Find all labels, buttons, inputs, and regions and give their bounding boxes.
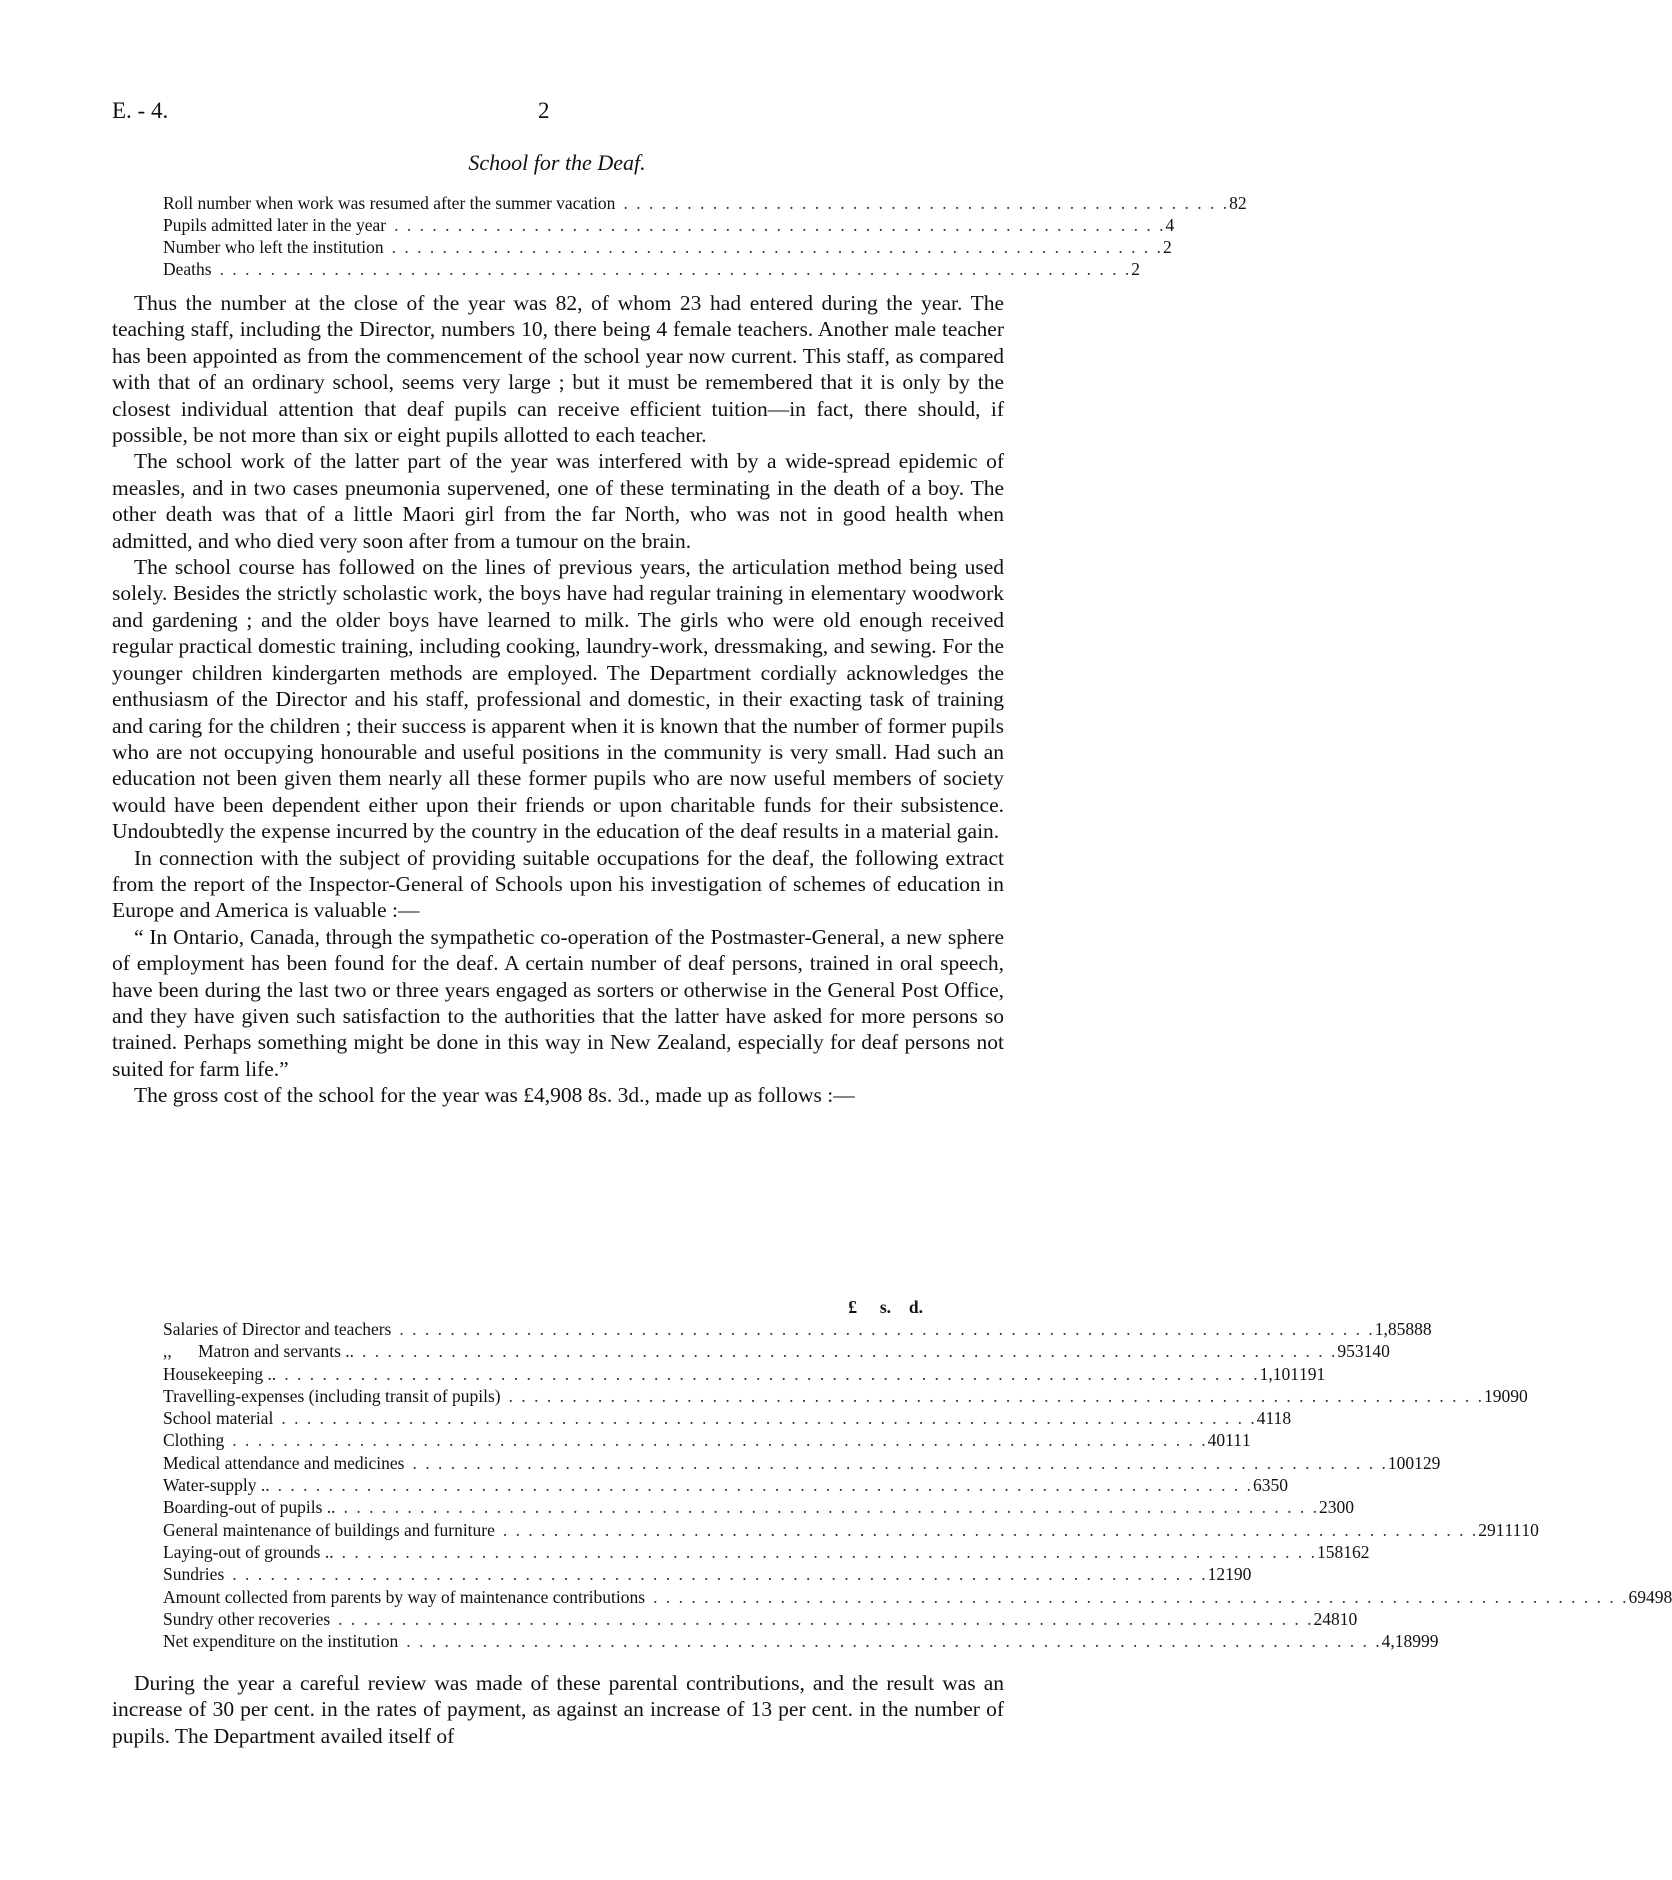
expense-label: Sundry other recoveries (163, 1608, 331, 1629)
expense-pence: 8 (1663, 1586, 1672, 1607)
expense-pounds: 158 (1316, 1541, 1344, 1562)
expense-shillings: 5 (1270, 1475, 1280, 1496)
paragraph: The school work of the latter part of the year was interfered with by a wide-spread epidemic of measles, and in two cases pneumonia supervened, one of these terminating in the death of a boy. The other death was that of a little Maori girl from the far North, who was not in good health when admitted, and who died very soon after from a tumour on the brain. (112, 449, 1004, 553)
body-text-lower (112, 1670, 1004, 1749)
leader-dots: . . . . . . . . . . . . . . . . . . . . . . . . . . . . . . . . . . . . . . . . . . . . . . . . . . . . . . . . . . . . . . . . . . . . . . . . . . . . . (232, 1564, 1208, 1585)
expense-pence: 1 (1242, 1430, 1251, 1451)
expense-pence: 0 (1242, 1564, 1252, 1585)
expense-pounds: 694 (1628, 1586, 1655, 1607)
section-title: School for the Deaf. (468, 150, 646, 175)
expense-pence: 9 (1431, 1452, 1441, 1473)
stat-value: 2 (1131, 259, 1140, 279)
document-reference: E. - 4. (112, 98, 169, 123)
expense-pounds: 100 (1387, 1452, 1415, 1473)
expense-pounds: 1,101 (1259, 1363, 1299, 1384)
leader-dots: . . . . . . . . . . . . . . . . . . . . . . . . . . . . . . . . . . . . . . . . . . . . . . . . . . . . . . . . . . . . . . . . . . . . . . . . . . . . . (362, 1341, 1338, 1362)
paragraph: The school course has followed on the lines of previous years, the articulation method being used solely. Besides the strictly scholastic work, the boys have had regular training in elementary woodwork and gardening ; and the older boys have learned to milk. The girls who were old enough received regular practical domestic training, including cooking, laundry-work, dressmaking, and sewing. For the younger children kindergarten methods are employed. The Department cordially acknowledges the enthusiasm of the Director and his staff, professional and domestic, in their exacting task of training and caring for the children ; their success is apparent when it is known that the number of former pupils who are not occupying honourable and useful positions in the community is very small. Had such an education not been given them nearly all these former pupils who are now useful members of society would have been dependent either upon their friends or upon charitable funds for their subsistence. Undoubtedly the expense incurred by the country in the education of the deaf results in a material gain. (112, 555, 1004, 844)
expense-label: School material (163, 1408, 274, 1429)
expense-shillings: 0 (1336, 1497, 1346, 1518)
expense-pounds: 291 (1478, 1519, 1505, 1540)
leader-dots: . . . . . . . . . . . . . . . . . . . . . . . . . . . . . . . . . . . . . . . . . . . . . . . . . . . . . . . . . . . . . . . . . . . . . . . . . . . . . (281, 1408, 1257, 1429)
expense-pence: 10 (1339, 1608, 1358, 1629)
stat-label: Roll number when work was resumed after the summer vacation (163, 193, 616, 213)
expense-row (163, 1452, 1441, 1474)
expense-shillings: 9 (1654, 1586, 1664, 1607)
page-number: 2 (538, 98, 550, 123)
expense-row (163, 1519, 1539, 1541)
pence-header: d. (908, 1297, 923, 1317)
expense-label: ,, Matron and servants .. (163, 1341, 355, 1362)
leader-dots: . . . . . . . . . . . . . . . . . . . . . . . . . . . . . . . . . . . . . . . . . . . . . . . . . . . . . . . . . . . . . . . . . . . . . . . . . . . . . (406, 1631, 1382, 1652)
expense-rows (163, 1318, 1672, 1652)
expense-shillings: 9 (1233, 1564, 1243, 1585)
expense-row (163, 1407, 1292, 1429)
expense-shillings: 9 (1510, 1385, 1520, 1406)
expense-pounds: 4,189 (1381, 1631, 1421, 1652)
expense-label: Salaries of Director and teachers (163, 1319, 392, 1339)
expense-pounds: 63 (1253, 1475, 1271, 1496)
roll-statistics (163, 192, 1247, 280)
leader-dots: . . . . . . . . . . . . . . . . . . . . . . . . . . . . . . . . . . . . . . . . . . . . . . . . . . . . . . . . . . . . . . . . . . . . . . . . (219, 259, 1132, 279)
leader-dots: . . . . . . . . . . . . . . . . . . . . . . . . . . . . . . . . . . . . . . . . . . . . . . . . . . . . . . . . . . . . . . . . . . . . . . . . . . . . . (343, 1497, 1319, 1518)
expense-pounds: 1,858 (1374, 1319, 1415, 1339)
expense-shillings: 9 (1420, 1631, 1430, 1652)
expense-label: Medical attendance and medicines (163, 1452, 405, 1473)
leader-dots: . . . . . . . . . . . . . . . . . . . . . . . . . . . . . . . . . . . . . . . . . . . . . . . . . . . . . . . . . . . . . . . . . . . . . . . . . . . . . (284, 1363, 1260, 1384)
expense-pence: 8 (1422, 1319, 1432, 1339)
expense-row (163, 1318, 1432, 1340)
expense-shillings: 8 (1414, 1319, 1423, 1339)
stat-label: Number who left the institution (163, 237, 384, 257)
expense-label: Amount collected from parents by way of maintenance contributions (163, 1586, 646, 1607)
leader-dots: . . . . . . . . . . . . . . . . . . . . . . . . . . . . . . . . . . . . . . . . . . . . . . . . . . . . . . . . . . . . . . . . . . . . . . . . . . . . . (653, 1586, 1629, 1607)
expense-label: Housekeeping .. (163, 1363, 277, 1384)
leader-dots: . . . . . . . . . . . . . . . . . . . . . . . . . . . . . . . . . . . . . . . . . . . . . . . . . . . . . . . . . . . . . . . . . . . . . . . . . . . . . (412, 1452, 1388, 1473)
leader-dots: . . . . . . . . . . . . . . . . . . . . . . . . . . . . . . . . . . . . . . . . . . . . . . . . . . . . . . . . . . . . . (391, 237, 1164, 257)
body-text-upper (112, 290, 1004, 1109)
paragraph: During the year a careful review was made of these parental contributions, and the result was an increase of 30 per cent. in the rates of payment, as against an increase of 13 per cent. in the number of pupils. The Department availed itself of (112, 1671, 1004, 1748)
expense-table (163, 1296, 1672, 1652)
expense-pence: 2 (1360, 1541, 1370, 1562)
expense-label: Clothing (163, 1430, 225, 1451)
expense-row (163, 1496, 1354, 1518)
expense-row (163, 1563, 1252, 1585)
expense-pounds: 23 (1318, 1497, 1337, 1518)
expense-row (163, 1385, 1528, 1407)
expense-label: Laying-out of grounds .. (163, 1541, 334, 1562)
stat-label: Pupils admitted later in the year (163, 215, 387, 235)
leader-dots: . . . . . . . . . . . . . . . . . . . . . . . . . . . . . . . . . . . . . . . . . . . . . . . . . . . . . . . . . . . . . . . . . . . . . . . . . . . . . (399, 1319, 1375, 1339)
expense-pounds: 190 (1484, 1385, 1511, 1406)
expense-row (163, 1586, 1672, 1608)
expense-row (163, 1474, 1288, 1496)
leader-dots: . . . . . . . . . . . . . . . . . . . . . . . . . . . . . . . . . . . . . . . . . . . . . . . . . . . . . . . . . . . . . . . . . . . . . . . . . . . . . (508, 1385, 1485, 1406)
leader-dots: . . . . . . . . . . . . . . . . . . . . . . . . . . . . . . . . . . . . . . . . . . . . . . . . (623, 193, 1230, 213)
expense-shillings: 8 (1331, 1608, 1340, 1629)
expense-row (163, 1541, 1370, 1563)
quotation-paragraph: “ In Ontario, Canada, through the sympathetic co-operation of the Postmaster-General, a new sphere of employment has been found for the deaf. A certain number of deaf persons, trained in oral speech, have been during the last two or three years engaged as sorters or otherwise in the General Post Office, and they have given such satisfaction to the authorities that the latter have asked for more persons so trained. Perhaps something might be done in this way in New Zealand, especially for deaf persons not suited for farm life.” (112, 924, 1004, 1081)
leader-dots: . . . . . . . . . . . . . . . . . . . . . . . . . . . . . . . . . . . . . . . . . . . . . . . . . . . . . . . . . . . . . . . . . . . . . . . . . . . . . (502, 1519, 1479, 1540)
paragraph: Thus the number at the close of the year was 82, of whom 23 had entered during the year. The teaching staff, including the Director, numbers 10, there being 4 female teachers. Another male teacher has been appointed as from the commencement of the school year now current. This staff, as compared with that of an ordinary school, seems very large ; but it must be remembered that it is only by the closest individual attention that deaf pupils can receive efficient tuition—in fact, there should, if possible, be not more than six or eight pupils allotted to each teacher. (112, 291, 1004, 448)
stat-row (163, 214, 1175, 236)
paragraph: In connection with the subject of providing suitable occupations for the deaf, the following extract from the report of the Inspector-General of Schools upon his investigation of schemes of education in Europe and America is valuable :— (112, 845, 1004, 923)
stat-value: 2 (1163, 237, 1172, 257)
stat-value: 4 (1165, 215, 1175, 235)
expense-pence: 0 (1345, 1497, 1354, 1518)
stat-value: 82 (1229, 193, 1247, 213)
leader-dots: . . . . . . . . . . . . . . . . . . . . . . . . . . . . . . . . . . . . . . . . . . . . . . . . . . . . . . . . . . . . . . . . . . . . . . . . . . . . . (341, 1541, 1317, 1562)
expense-pounds: 953 (1337, 1341, 1364, 1362)
expense-pounds: 4 (1256, 1408, 1266, 1429)
expense-row (163, 1340, 1390, 1362)
stat-row (163, 192, 1247, 214)
expense-label: General maintenance of buildings and furniture (163, 1519, 495, 1540)
paragraph: The gross cost of the school for the year was £4,908 8s. 3d., made up as follows :— (134, 1083, 855, 1108)
pounds-header: £ (848, 1297, 857, 1317)
expense-pounds: 121 (1207, 1564, 1234, 1585)
expense-shillings: 11 (1504, 1519, 1522, 1540)
leader-dots: . . . . . . . . . . . . . . . . . . . . . . . . . . . . . . . . . . . . . . . . . . . . . . . . . . . . . . . . . . . . . . . . . . . . . . . . . . . . . (232, 1430, 1208, 1451)
expense-pounds: 40 (1207, 1430, 1226, 1451)
expense-pence: 0 (1279, 1475, 1288, 1496)
expense-pence: 1 (1316, 1363, 1326, 1384)
expense-shillings: 19 (1299, 1363, 1317, 1384)
expense-row (163, 1363, 1326, 1385)
expense-shillings: 16 (1343, 1541, 1361, 1562)
expense-pence: 0 (1381, 1341, 1390, 1362)
stat-label: Deaths (163, 259, 212, 279)
expense-row (163, 1608, 1358, 1630)
leader-dots: . . . . . . . . . . . . . . . . . . . . . . . . . . . . . . . . . . . . . . . . . . . . . . . . . . . . . . . . . . . . . . . . . . . . . . . . . . . . . (338, 1608, 1314, 1629)
leader-dots: . . . . . . . . . . . . . . . . . . . . . . . . . . . . . . . . . . . . . . . . . . . . . . . . . . . . . . . . . . . . . . . . . . . . . . . . . . . . . (277, 1475, 1253, 1496)
expense-shillings: 11 (1225, 1430, 1242, 1451)
expense-pence: 9 (1429, 1631, 1439, 1652)
stat-row (163, 236, 1172, 258)
expense-row (163, 1630, 1439, 1652)
expense-pence: 10 (1521, 1519, 1539, 1540)
expense-pence: 0 (1519, 1385, 1528, 1406)
expense-shillings: 12 (1414, 1452, 1432, 1473)
expense-pounds: 24 (1313, 1608, 1332, 1629)
shillings-header: s. (879, 1297, 891, 1317)
expense-header-row (163, 1296, 923, 1318)
expense-label: Net expenditure on the institution (163, 1631, 399, 1652)
expense-row (163, 1429, 1251, 1451)
expense-pence: 8 (1282, 1408, 1292, 1429)
leader-dots: . . . . . . . . . . . . . . . . . . . . . . . . . . . . . . . . . . . . . . . . . . . . . . . . . . . . . . . . . . . . . (394, 215, 1166, 235)
expense-shillings: 11 (1265, 1408, 1283, 1429)
expense-shillings: 14 (1363, 1341, 1382, 1362)
expense-label: Travelling-expenses (including transit of pupils) (163, 1385, 501, 1406)
expense-label: Sundries (163, 1564, 225, 1585)
expense-label: Water-supply .. (163, 1475, 270, 1496)
stat-row (163, 258, 1140, 280)
expense-label: Boarding-out of pupils .. (163, 1497, 336, 1518)
